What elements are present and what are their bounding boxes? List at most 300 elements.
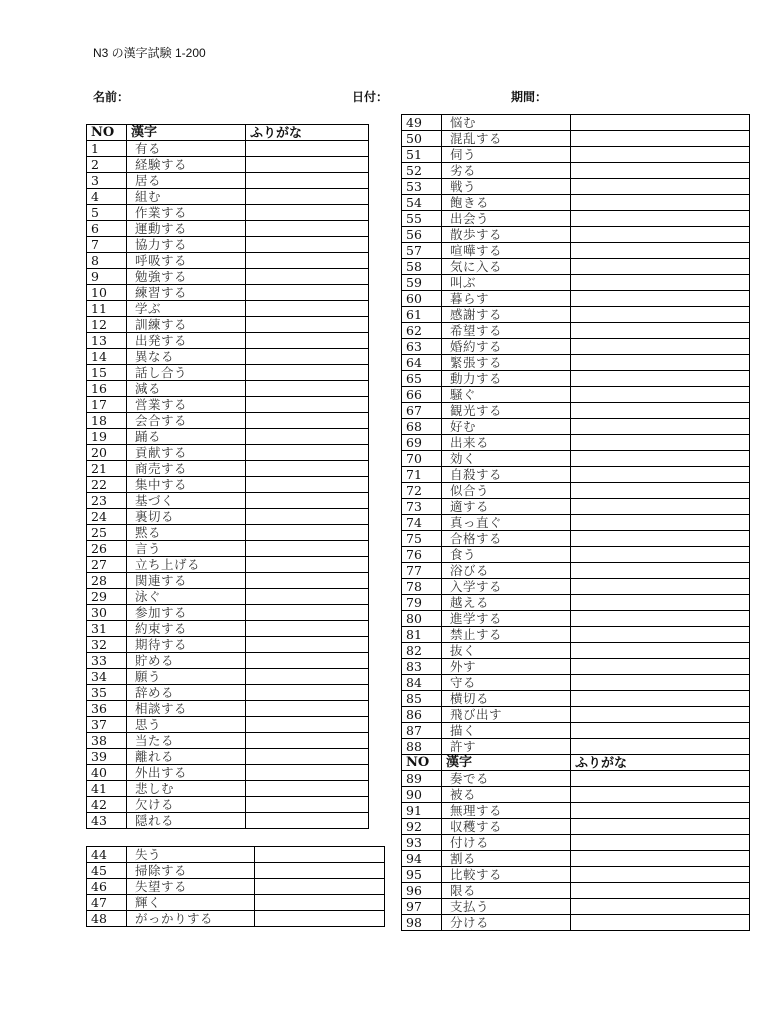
kanji-cell: 作業する (127, 205, 246, 221)
table-row (402, 707, 750, 723)
row-number: 86 (402, 707, 442, 723)
row-number: 66 (402, 387, 442, 403)
furigana-answer-cell[interactable] (571, 883, 750, 899)
table-row (402, 611, 750, 627)
row-number: 98 (402, 915, 442, 931)
table-row (402, 723, 750, 739)
table-row (87, 605, 369, 621)
furigana-answer-cell[interactable] (246, 349, 369, 365)
furigana-answer-cell[interactable] (571, 803, 750, 819)
furigana-answer-cell[interactable] (246, 429, 369, 445)
vocab-table-2 (86, 846, 385, 927)
furigana-answer-cell[interactable] (571, 435, 750, 451)
table-row (402, 515, 750, 531)
furigana-answer-cell[interactable] (571, 339, 750, 355)
furigana-answer-cell[interactable] (571, 739, 750, 755)
kanji-cell: 失う (127, 847, 255, 863)
table-row (87, 813, 369, 829)
row-number: 30 (87, 605, 127, 621)
furigana-answer-cell[interactable] (571, 579, 750, 595)
kanji-cell: 当たる (127, 733, 246, 749)
furigana-answer-cell[interactable] (571, 227, 750, 243)
table-row (402, 451, 750, 467)
kanji-cell: 減る (127, 381, 246, 397)
table-row (87, 365, 369, 381)
period-label: 期間： (511, 90, 548, 104)
furigana-answer-cell[interactable] (571, 323, 750, 339)
kanji-cell: 限る (442, 883, 571, 899)
furigana-answer-cell[interactable] (571, 371, 750, 387)
row-number: 81 (402, 627, 442, 643)
furigana-answer-cell[interactable] (571, 307, 750, 323)
table-row (402, 387, 750, 403)
kanji-cell: 関連する (127, 573, 246, 589)
furigana-answer-cell[interactable] (246, 445, 369, 461)
table-row (87, 541, 369, 557)
row-number: 39 (87, 749, 127, 765)
furigana-answer-cell[interactable] (246, 477, 369, 493)
kanji-cell: 居る (127, 173, 246, 189)
furigana-answer-cell[interactable] (255, 863, 385, 879)
table-row (402, 339, 750, 355)
furigana-answer-cell[interactable] (246, 685, 369, 701)
kanji-cell: 組む (127, 189, 246, 205)
row-number: 79 (402, 595, 442, 611)
furigana-answer-cell[interactable] (246, 589, 369, 605)
row-number: 95 (402, 867, 442, 883)
furigana-answer-cell[interactable] (246, 637, 369, 653)
kanji-cell: 裏切る (127, 509, 246, 525)
row-number: 22 (87, 477, 127, 493)
table-row (402, 275, 750, 291)
furigana-answer-cell[interactable] (571, 771, 750, 787)
kanji-cell: 異なる (127, 349, 246, 365)
furigana-answer-cell[interactable] (246, 365, 369, 381)
furigana-answer-cell[interactable] (255, 895, 385, 911)
furigana-answer-cell[interactable] (571, 627, 750, 643)
furigana-answer-cell[interactable] (571, 915, 750, 931)
table-row (87, 381, 369, 397)
table-row (87, 669, 369, 685)
furigana-answer-cell[interactable] (246, 749, 369, 765)
row-number: 23 (87, 493, 127, 509)
kanji-cell: 会合する (127, 413, 246, 429)
furigana-answer-cell[interactable] (255, 911, 385, 927)
kanji-cell: 効く (442, 451, 571, 467)
furigana-answer-cell[interactable] (571, 899, 750, 915)
furigana-answer-cell[interactable] (246, 317, 369, 333)
furigana-answer-cell[interactable] (571, 851, 750, 867)
kanji-cell: 出来る (442, 435, 571, 451)
furigana-answer-cell[interactable] (255, 879, 385, 895)
kanji-cell: 学ぶ (127, 301, 246, 317)
table-row (87, 253, 369, 269)
row-number: 33 (87, 653, 127, 669)
kanji-cell: 貢献する (127, 445, 246, 461)
furigana-answer-cell[interactable] (246, 397, 369, 413)
furigana-answer-cell[interactable] (571, 115, 750, 131)
row-number: 44 (87, 847, 127, 863)
kanji-cell: 約束する (127, 621, 246, 637)
table-row (402, 579, 750, 595)
kanji-cell: 入学する (442, 579, 571, 595)
furigana-answer-cell[interactable] (246, 189, 369, 205)
row-number: 61 (402, 307, 442, 323)
furigana-answer-cell[interactable] (246, 157, 369, 173)
row-number: 63 (402, 339, 442, 355)
furigana-answer-cell[interactable] (246, 653, 369, 669)
kanji-cell: 商売する (127, 461, 246, 477)
kanji-cell: 劣る (442, 163, 571, 179)
kanji-cell: 自殺する (442, 467, 571, 483)
table-row (402, 531, 750, 547)
vocab-table-3 (401, 114, 750, 931)
row-number: 42 (87, 797, 127, 813)
table-row (402, 851, 750, 867)
row-number: 29 (87, 589, 127, 605)
table-row (87, 781, 369, 797)
furigana-answer-cell[interactable] (246, 253, 369, 269)
kanji-cell: 話し合う (127, 365, 246, 381)
table-row (87, 863, 385, 879)
row-number: 67 (402, 403, 442, 419)
row-number: 64 (402, 355, 442, 371)
table-row (402, 803, 750, 819)
furigana-answer-cell[interactable] (571, 595, 750, 611)
furigana-answer-cell[interactable] (246, 173, 369, 189)
kanji-cell: 飽きる (442, 195, 571, 211)
furigana-answer-cell[interactable] (571, 291, 750, 307)
furigana-answer-cell[interactable] (571, 723, 750, 739)
kanji-cell: 訓練する (127, 317, 246, 333)
kanji-cell: 描く (442, 723, 571, 739)
name-label: 名前： (93, 90, 130, 104)
row-number: 49 (402, 115, 442, 131)
kanji-cell: 支払う (442, 899, 571, 915)
kanji-cell: 離れる (127, 749, 246, 765)
kanji-cell: 辞める (127, 685, 246, 701)
furigana-answer-cell[interactable] (246, 285, 369, 301)
table-row (402, 195, 750, 211)
table-row (87, 397, 369, 413)
furigana-answer-cell[interactable] (571, 819, 750, 835)
furigana-answer-cell[interactable] (571, 195, 750, 211)
row-number: 37 (87, 717, 127, 733)
table-row (87, 301, 369, 317)
row-number: 26 (87, 541, 127, 557)
row-number: 58 (402, 259, 442, 275)
furigana-answer-cell[interactable] (246, 413, 369, 429)
table-row (402, 691, 750, 707)
kanji-cell: 暮らす (442, 291, 571, 307)
table-row (402, 899, 750, 915)
furigana-answer-cell[interactable] (571, 643, 750, 659)
table-row (87, 477, 369, 493)
furigana-answer-cell[interactable] (571, 611, 750, 627)
table-row (87, 141, 369, 157)
row-number: 15 (87, 365, 127, 381)
furigana-answer-cell[interactable] (246, 381, 369, 397)
kanji-cell: 感謝する (442, 307, 571, 323)
row-number: 74 (402, 515, 442, 531)
row-number: 70 (402, 451, 442, 467)
table-row (402, 867, 750, 883)
furigana-answer-cell[interactable] (246, 205, 369, 221)
furigana-answer-cell[interactable] (246, 461, 369, 477)
furigana-answer-cell[interactable] (246, 717, 369, 733)
header-furigana: ふりがな (571, 755, 750, 771)
row-number: 94 (402, 851, 442, 867)
kanji-cell: 協力する (127, 237, 246, 253)
kanji-cell: 掃除する (127, 863, 255, 879)
kanji-cell: 隠れる (127, 813, 246, 829)
row-number: 93 (402, 835, 442, 851)
kanji-cell: 外す (442, 659, 571, 675)
furigana-answer-cell[interactable] (571, 547, 750, 563)
kanji-cell: 失望する (127, 879, 255, 895)
row-number: 69 (402, 435, 442, 451)
table-row (402, 595, 750, 611)
table-row (87, 525, 369, 541)
row-number: 78 (402, 579, 442, 595)
kanji-cell: 叫ぶ (442, 275, 571, 291)
furigana-answer-cell[interactable] (571, 275, 750, 291)
row-number: 32 (87, 637, 127, 653)
kanji-cell: 似合う (442, 483, 571, 499)
header-furigana: ふりがな (246, 125, 369, 141)
kanji-cell: 願う (127, 669, 246, 685)
kanji-cell: 気に入る (442, 259, 571, 275)
furigana-answer-cell[interactable] (255, 847, 385, 863)
table-row (87, 333, 369, 349)
row-number: 55 (402, 211, 442, 227)
kanji-cell: 悲しむ (127, 781, 246, 797)
furigana-answer-cell[interactable] (246, 797, 369, 813)
kanji-cell: 割る (442, 851, 571, 867)
header-no: NO (87, 125, 127, 141)
row-number: 51 (402, 147, 442, 163)
kanji-cell: 収穫する (442, 819, 571, 835)
kanji-cell: 越える (442, 595, 571, 611)
row-number: 6 (87, 221, 127, 237)
kanji-cell: 運動する (127, 221, 246, 237)
table-row (402, 915, 750, 931)
row-number: 75 (402, 531, 442, 547)
table-row (87, 797, 369, 813)
header-no: NO (402, 755, 442, 771)
table-row (402, 419, 750, 435)
furigana-answer-cell[interactable] (571, 707, 750, 723)
kanji-cell: 踊る (127, 429, 246, 445)
row-number: 54 (402, 195, 442, 211)
furigana-answer-cell[interactable] (571, 787, 750, 803)
furigana-answer-cell[interactable] (246, 221, 369, 237)
row-number: 27 (87, 557, 127, 573)
table-row (402, 323, 750, 339)
furigana-answer-cell[interactable] (571, 179, 750, 195)
kanji-cell: 進学する (442, 611, 571, 627)
row-number: 46 (87, 879, 127, 895)
furigana-answer-cell[interactable] (571, 467, 750, 483)
furigana-answer-cell[interactable] (571, 675, 750, 691)
kanji-cell: 喧嘩する (442, 243, 571, 259)
row-number: 34 (87, 669, 127, 685)
row-number: 13 (87, 333, 127, 349)
furigana-answer-cell[interactable] (246, 269, 369, 285)
kanji-cell: 欠ける (127, 797, 246, 813)
furigana-answer-cell[interactable] (571, 483, 750, 499)
furigana-answer-cell[interactable] (571, 563, 750, 579)
furigana-answer-cell[interactable] (571, 243, 750, 259)
table-row (402, 675, 750, 691)
table-row (402, 131, 750, 147)
furigana-answer-cell[interactable] (571, 499, 750, 515)
table-header-row (87, 125, 369, 141)
table-row (87, 733, 369, 749)
table-row (87, 493, 369, 509)
furigana-answer-cell[interactable] (571, 387, 750, 403)
row-number: 57 (402, 243, 442, 259)
furigana-answer-cell[interactable] (571, 867, 750, 883)
kanji-cell: 呼吸する (127, 253, 246, 269)
furigana-answer-cell[interactable] (571, 515, 750, 531)
furigana-answer-cell[interactable] (246, 333, 369, 349)
kanji-cell: 付ける (442, 835, 571, 851)
row-number: 21 (87, 461, 127, 477)
kanji-cell: 伺う (442, 147, 571, 163)
kanji-cell: 集中する (127, 477, 246, 493)
table-row (402, 115, 750, 131)
row-number: 3 (87, 173, 127, 189)
furigana-answer-cell[interactable] (246, 669, 369, 685)
row-number: 43 (87, 813, 127, 829)
row-number: 31 (87, 621, 127, 637)
furigana-answer-cell[interactable] (571, 259, 750, 275)
table-row (402, 819, 750, 835)
furigana-answer-cell[interactable] (571, 659, 750, 675)
row-number: 12 (87, 317, 127, 333)
furigana-answer-cell[interactable] (571, 403, 750, 419)
furigana-answer-cell[interactable] (571, 131, 750, 147)
furigana-answer-cell[interactable] (571, 691, 750, 707)
row-number: 10 (87, 285, 127, 301)
row-number: 96 (402, 883, 442, 899)
row-number: 20 (87, 445, 127, 461)
furigana-answer-cell[interactable] (246, 733, 369, 749)
row-number: 89 (402, 771, 442, 787)
row-number: 97 (402, 899, 442, 915)
furigana-answer-cell[interactable] (246, 605, 369, 621)
kanji-cell: 輝く (127, 895, 255, 911)
furigana-answer-cell[interactable] (246, 237, 369, 253)
kanji-cell: 基づく (127, 493, 246, 509)
row-number: 19 (87, 429, 127, 445)
furigana-answer-cell[interactable] (246, 509, 369, 525)
kanji-cell: 合格する (442, 531, 571, 547)
furigana-answer-cell[interactable] (246, 781, 369, 797)
table-row (402, 483, 750, 499)
table-row (402, 291, 750, 307)
row-number: 80 (402, 611, 442, 627)
furigana-answer-cell[interactable] (246, 493, 369, 509)
table-row (87, 621, 369, 637)
furigana-answer-cell[interactable] (246, 621, 369, 637)
furigana-answer-cell[interactable] (246, 141, 369, 157)
furigana-answer-cell[interactable] (571, 163, 750, 179)
row-number: 92 (402, 819, 442, 835)
row-number: 85 (402, 691, 442, 707)
furigana-answer-cell[interactable] (246, 813, 369, 829)
furigana-answer-cell[interactable] (246, 301, 369, 317)
furigana-answer-cell[interactable] (246, 701, 369, 717)
kanji-cell: 言う (127, 541, 246, 557)
furigana-answer-cell[interactable] (246, 765, 369, 781)
row-number: 91 (402, 803, 442, 819)
kanji-cell: 立ち上げる (127, 557, 246, 573)
table-row (402, 627, 750, 643)
furigana-answer-cell[interactable] (246, 573, 369, 589)
row-number: 65 (402, 371, 442, 387)
furigana-answer-cell[interactable] (571, 531, 750, 547)
row-number: 77 (402, 563, 442, 579)
furigana-answer-cell[interactable] (571, 211, 750, 227)
table-row (87, 445, 369, 461)
row-number: 7 (87, 237, 127, 253)
furigana-answer-cell[interactable] (571, 451, 750, 467)
kanji-cell: 緊張する (442, 355, 571, 371)
row-number: 28 (87, 573, 127, 589)
table-row (402, 563, 750, 579)
table-row (402, 771, 750, 787)
kanji-cell: 騒ぐ (442, 387, 571, 403)
table-row (87, 285, 369, 301)
table-row (402, 835, 750, 851)
table-row (87, 189, 369, 205)
kanji-cell: 営業する (127, 397, 246, 413)
kanji-cell: 被る (442, 787, 571, 803)
furigana-answer-cell[interactable] (571, 147, 750, 163)
table-row (87, 509, 369, 525)
furigana-answer-cell[interactable] (571, 419, 750, 435)
furigana-answer-cell[interactable] (571, 355, 750, 371)
table-row (87, 637, 369, 653)
table-row (402, 227, 750, 243)
row-number: 47 (87, 895, 127, 911)
kanji-cell: 婚約する (442, 339, 571, 355)
furigana-answer-cell[interactable] (571, 835, 750, 851)
table-row (402, 659, 750, 675)
table-row (402, 259, 750, 275)
table-row (87, 847, 385, 863)
kanji-cell: 浴びる (442, 563, 571, 579)
furigana-answer-cell[interactable] (246, 557, 369, 573)
kanji-cell: 外出する (127, 765, 246, 781)
row-number: 5 (87, 205, 127, 221)
furigana-answer-cell[interactable] (246, 525, 369, 541)
kanji-cell: 経験する (127, 157, 246, 173)
furigana-answer-cell[interactable] (246, 541, 369, 557)
row-number: 8 (87, 253, 127, 269)
kanji-cell: 相談する (127, 701, 246, 717)
row-number: 87 (402, 723, 442, 739)
row-number: 71 (402, 467, 442, 483)
table-row (87, 205, 369, 221)
kanji-cell: 勉強する (127, 269, 246, 285)
row-number: 24 (87, 509, 127, 525)
row-number: 4 (87, 189, 127, 205)
kanji-cell: 真っ直ぐ (442, 515, 571, 531)
table-row (87, 173, 369, 189)
